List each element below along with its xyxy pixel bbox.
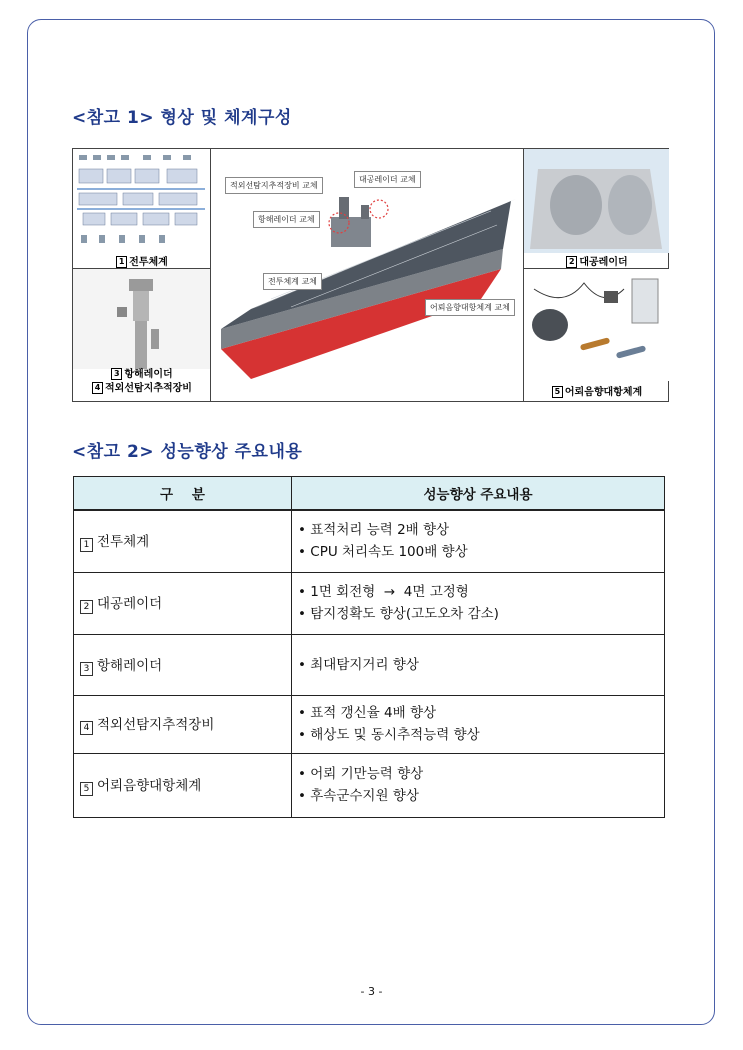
irst-label: 4 적외선탐지추적장비: [73, 379, 211, 394]
table-row: [74, 572, 665, 634]
mast-image: [73, 269, 211, 369]
page-number: - 3 -: [360, 985, 383, 998]
table-row: [74, 634, 665, 695]
category-cell: 1 전투체계: [74, 510, 292, 572]
air-radar-label: 2 대공레이더: [524, 253, 669, 268]
content-cell: • 표적 갱신율 4배 향상 • 해상도 및 동시추적능력 향상: [292, 695, 665, 753]
mast-photo: [73, 269, 211, 401]
ship-image: [211, 149, 523, 401]
content-cell: • 어뢰 기만능력 향상 • 후속군수지원 향상: [292, 753, 665, 817]
content-cell: • 최대탐지거리 향상: [292, 634, 665, 695]
header-category: 구 분: [74, 477, 292, 511]
table-row: [74, 510, 665, 572]
tag-air-radar: 대공레이더 교체: [354, 171, 421, 188]
num-2: 2: [566, 256, 577, 268]
num-5: 5: [552, 386, 563, 398]
torpedo-system-photo: [523, 269, 669, 401]
torpedo-image: [524, 269, 669, 381]
air-radar-photo: [523, 149, 669, 269]
combat-label: 1 전투체계: [73, 253, 211, 268]
header-content: 성능향상 주요내용: [292, 477, 665, 511]
system-figure: [72, 148, 669, 402]
ref2-heading: <참고 2> 성능향상 주요내용: [72, 442, 303, 462]
table-row: [74, 695, 665, 753]
tag-combat: 전투체계 교체: [263, 273, 322, 290]
combat-diagram-image: [73, 149, 211, 255]
table-row: [74, 753, 665, 817]
num-3: 3: [111, 368, 122, 380]
table-header-row: [74, 477, 665, 511]
content-cell: • 1면 회전형 → 4면 고정형 • 탐지정확도 향상(고도오차 감소): [292, 572, 665, 634]
category-cell: 5 어뢰음향대항체계: [74, 753, 292, 817]
num-1: 1: [116, 256, 127, 268]
performance-table: [73, 476, 665, 818]
air-radar-image: [524, 149, 669, 253]
num-4: 4: [92, 382, 103, 394]
combat-system-diagram: [73, 149, 211, 269]
torpedo-label: 5 어뢰음향대항체계: [524, 383, 669, 398]
tag-nav-radar: 항해레이더 교체: [253, 211, 320, 228]
nav-radar-label: 3 항해레이더: [73, 365, 211, 380]
tag-torpedo: 어뢰음향대항체계 교체: [425, 299, 515, 316]
ref1-heading: <참고 1> 형상 및 체계구성: [72, 108, 292, 128]
content-cell: • 표적처리 능력 2배 향상 • CPU 처리속도 100배 향상: [292, 510, 665, 572]
category-cell: 2 대공레이더: [74, 572, 292, 634]
category-cell: 3 항해레이더: [74, 634, 292, 695]
category-cell: 4 적외선탐지추적장비: [74, 695, 292, 753]
tag-irst: 적외선탐지추적장비 교체: [225, 177, 323, 194]
